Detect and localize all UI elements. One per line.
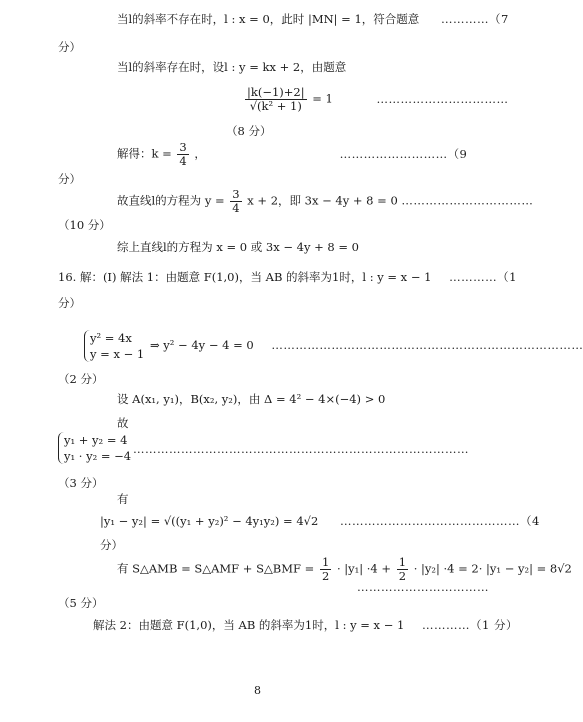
line-6: 解得：k = $\frac{3}{4}$ ， ………………………（9: [117, 140, 468, 168]
leader-dots: ………………………（9: [339, 146, 468, 161]
line-9: （10 分）: [58, 218, 111, 232]
line-15: 故: [117, 416, 129, 430]
page-number: 8: [254, 684, 261, 697]
system-1-result: ⇒ y² − 4y − 4 = 0 ……………………………………………………………………: [150, 338, 583, 352]
line-22: （5 分）: [58, 596, 104, 610]
line-21: [357, 580, 489, 594]
line-12: 分）: [58, 296, 81, 310]
leader-dots: …………………………………………………………………………: [133, 442, 469, 456]
equation-distance: $\frac{|k(-1)+2|}{\text{√(k² + 1)}}$ = 1 ……………………………: [247, 85, 509, 113]
leader-dots: …………（1: [449, 270, 517, 284]
leader-dots: …………（7: [440, 12, 509, 26]
line-18: |y₁ − y₂| = √((y₁ + y₂)² − 4y₁y₂) = 4√2 ………………………………………（4: [100, 514, 540, 528]
leader-dots: ……………………………: [401, 193, 534, 208]
line-11: 16. 解：(Ⅰ) 解法 1：由题意 F(1,0)，当 AB 的斜率为1时，l : y = x − 1 …………（1: [58, 270, 517, 284]
equation-system-2: y₁ + y₂ = 4 y₁ · y₂ = −4: [58, 432, 131, 464]
line-7: 分）: [58, 172, 81, 186]
line-20: 有 S△AMB = S△AMF + S△BMF = $\frac{1}{2}$ · |y₁| ·4 + $\frac{1}{2}$ · |y₂| ·4 = 2· |y₁ − y₂| = 8√2: [117, 555, 572, 583]
equation-system-1: y² = 4x y = x − 1: [84, 330, 144, 362]
line-14: 设 A(x₁, y₁)，B(x₂, y₂)，由 Δ = 4² − 4×(−4) > 0: [117, 392, 386, 406]
line-5: （8 分）: [226, 124, 272, 138]
distance-fraction: $\frac{|k(-1)+2|}{\text{√(k² + 1)}}$: [247, 85, 305, 113]
line-13: （2 分）: [58, 372, 104, 386]
line-16: （3 分）: [58, 476, 104, 490]
fraction-slope: $\frac{3}{4}$: [232, 187, 240, 215]
line-1: 当l的斜率不存在时，l : x = 0，此时 |MN| = 1，符合题意 …………（7: [117, 12, 509, 26]
line-8: 故直线l的方程为 y = $\frac{3}{4}$ x + 2，即 3x − 4y + 8 = 0 ……………………………: [117, 187, 534, 215]
line-10: 综上直线l的方程为 x = 0 或 3x − 4y + 8 = 0: [117, 240, 359, 254]
line-17: 有: [117, 492, 129, 506]
leader-dots: ……………………………: [376, 91, 509, 106]
line-3: 当l的斜率存在时，设l : y = kx + 2，由题意: [117, 60, 347, 74]
leader-dots: …………（1 分）: [421, 618, 518, 632]
leader-dots: ……………………………: [357, 580, 489, 594]
fraction-half-2: $\frac{1}{2}$: [398, 555, 407, 583]
fraction-half-1: $\frac{1}{2}$: [321, 555, 330, 583]
line-23: 解法 2：由题意 F(1,0)，当 AB 的斜率为1时，l : y = x − 1 …………（1 分）: [93, 618, 518, 632]
system-2-dots: [133, 442, 469, 456]
line-19: 分）: [100, 538, 123, 552]
fraction-three-quarters: $\frac{3}{4}$: [179, 140, 187, 168]
leader-dots: ……………………………………………………………………: [271, 338, 583, 352]
line-2: 分）: [58, 40, 81, 54]
leader-dots: ………………………………………（4: [339, 514, 540, 528]
